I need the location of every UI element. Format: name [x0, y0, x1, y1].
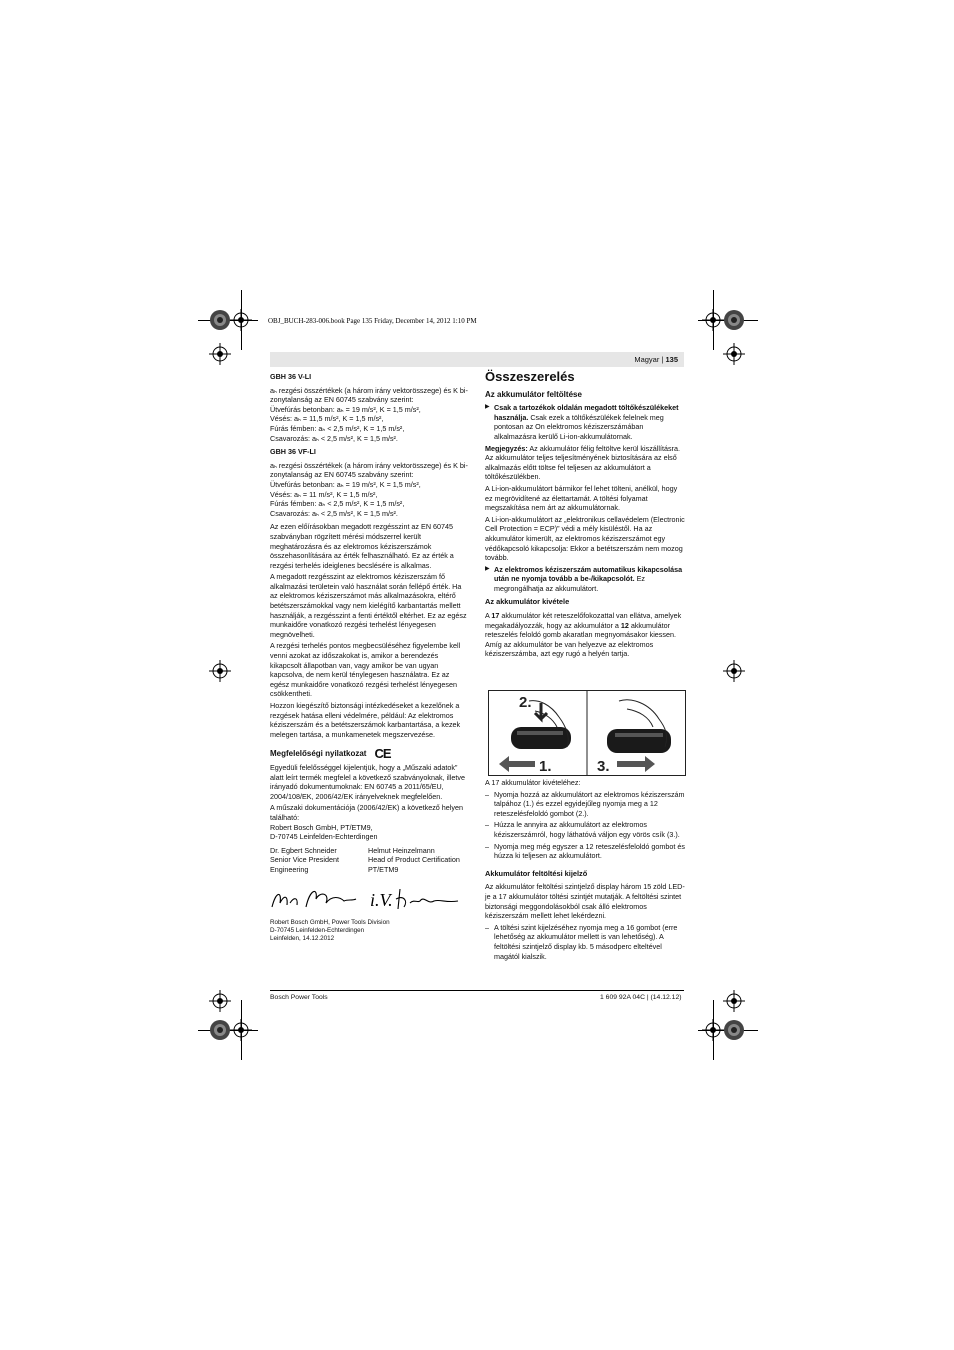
warning-charger [485, 403, 685, 441]
text-line: Vésés: aₕ = 11,5 m/s², K = 1,5 m/s², [270, 414, 384, 424]
vibration-para-2: A megadott rezgésszint az elektromos kéziszerszám fő alkalmazási területein való használat során fellépő érték. Ha az elektromos kéziszerszámot más alkalmazásokra, eltérő betétszerszámokkal vagy nem kielégítő karbantartás mellett használják, a rezgésszint a fenti értéktől eltérhet. Ez az egész munkaidőre vonatkozó rezgési terhelést lényegesen megnövelheti. [270, 572, 467, 639]
warning-bold: Csak a tartozékok oldalán megadott töltőkészülékeket használja. [494, 403, 679, 422]
footer-left: Bosch Power Tools [270, 994, 328, 1001]
file-header: OBJ_BUCH-283-006.book Page 135 Friday, December 14, 2012 1:10 PM [268, 317, 477, 325]
signatory-left-line: Senior Vice President [270, 855, 339, 865]
step-item: – Nyomja meg még egyszer a 12 reteszelésfeloldó gombot és húzza ki teljesen az akkumulátort. [485, 842, 685, 861]
signatory-right-line: PT/ETM9 [368, 864, 399, 874]
conformity-text: Egyedüli felelősséggel kijelentjük, hogy a „Műszaki adatok” alatt leírt termék megfelel a következő szabványoknak, illetve irányadó dokumentumoknak: EN 60745 a 2011/65/EU, 2004/108/EK, 2006/42/EK irányelveknek megfelelően. [270, 762, 465, 801]
registration-mark-icon [230, 309, 252, 331]
text-line: Vésés: aₕ = 11 m/s², K = 1,5 m/s², [270, 489, 378, 499]
vibration-para-1: Az ezen előírásokban megadott rezgésszint az EN 60745 szabványban rögzített mérési módszerrel került meghatározásra és az elektromos kéziszerszámok összehasonlítására az érték felhasználható. Ez az érték a rezgési terhelés ideiglenes becslésére is alkalmas. [270, 522, 454, 570]
battery-removal-illustration [488, 690, 686, 776]
section-title: Összeszerelés [485, 369, 575, 384]
indicator-title: Akkumulátor feltöltési kijelző [485, 868, 588, 878]
gbh-vfli-values [270, 461, 470, 519]
ecp-para: A Li-ion-akkumulátort az „elektronikus cellavédelem (Electronic Cell Protection = ECP)” védi a mély kisüléstől. Ha az akkumulátor kimerült, az elektromos kéziszerszámot egy védőkapcsoló kikapcsolja: Ekkor a betétszerszám nem mozog tovább. [485, 514, 685, 563]
text-line: Fúrás fémben: aₕ < 2,5 m/s², K = 1,5 m/s², [270, 499, 405, 509]
registration-mark-icon [723, 660, 745, 682]
signatory-left-line: Engineering [270, 864, 309, 874]
gbh-vfli-title: GBH 36 VF-LI [270, 447, 316, 457]
registration-mark-icon [209, 990, 231, 1012]
step-3-label: 3. [597, 758, 610, 775]
right-column-lower [485, 778, 685, 963]
color-target-icon [723, 309, 745, 331]
page-number: 135 [665, 355, 678, 364]
step-1-label: 1. [539, 758, 552, 775]
text-line: Ütvefúrás betonban: aₕ = 19 m/s², K = 1,5 m/s², [270, 479, 421, 489]
text-run: A [485, 611, 492, 621]
registration-mark-icon [723, 990, 745, 1012]
ref-17: 17 [491, 611, 500, 621]
text-line: aₕ rezgési összértékek (a három irány vektorösszege) és K bi- [270, 385, 468, 395]
vibration-para-4: Hozzon kiegészítő biztonsági intézkedéseket a kezelőnek a rezgések hatása elleni védelmére, például: Az elektromos kéziszerszám és a betétszerszámok karbantartása, a kezek melegen tartása, a munkamenetek megszervezése. [270, 701, 461, 739]
footer-right: 1 609 92A 04C | (14.12.12) [600, 994, 682, 1001]
conformity-heading [270, 746, 470, 762]
text-line: aₕ rezgési összértékek (a három irány vektorösszege) és K bi- [270, 460, 468, 470]
color-target-icon [723, 1019, 745, 1041]
color-target-icon [209, 309, 231, 331]
registration-mark-icon [702, 309, 724, 331]
registration-mark-icon [209, 343, 231, 365]
registration-mark-icon [230, 1019, 252, 1041]
step-item: – Nyomja hozzá az akkumulátort az elektromos kéziszerszám talpához (1.) és ezzel egyidejűleg nyomja meg a 12 reteszelésfeloldó gombot (2.). [485, 790, 685, 819]
note-label: Megjegyzés: [485, 443, 528, 453]
signatures-image [270, 881, 466, 915]
footer-divider [270, 990, 684, 991]
company-line: Leinfelden, 14.12.2012 [270, 935, 335, 943]
signatory-right-line: Head of Product Certification [368, 855, 460, 865]
text-line: Csavarozás: aₕ < 2,5 m/s², K = 1,5 m/s². [270, 433, 398, 443]
vibration-para-3: A rezgési terhelés pontos megbecsüléséhez figyelembe kell venni azokat az időszakokat is, amikor a berendezés kikapcsolt állapotban van, vagy amikor be van ugyan kapcsolva, de nem kerül ténylegesen használatra. Ez az egész munkaidőre vonatkozó rezgési terhelést lényegesen csökkentheti. [270, 641, 461, 699]
company-line: Robert Bosch GmbH, Power Tools Division [270, 918, 390, 926]
removal-title: Az akkumulátor kivétele [485, 597, 570, 607]
indicator-step: – A töltési szint kijelzéséhez nyomja meg a 16 gombot (erre lehetőség az akkumulátor mellett is van lehetőség). A feltöltési szintjelző display kb. 5 másodperc elteltével magától kialszik. [485, 923, 685, 961]
page-header [270, 352, 684, 367]
text-line: Ütvefúrás betonban: aₕ = 19 m/s², K = 1,5 m/s², [270, 404, 421, 414]
step-item: – Húzza le annyira az akkumulátort az elektromos kéziszerszámról, hogy láthatóvá váljon egy vörös csík (3.). [485, 820, 685, 839]
text-line: zonytalanság az EN 60745 szabvány szerint: [270, 395, 414, 405]
warning-rest: Csak ezek a töltőkészülékek felelnek meg pontosan az On elektromos kéziszerszámában alkalmazásra kerülő Li-ion-akkumulátornak. [494, 412, 664, 441]
liion-para: A Li-ion-akkumulátort bármikor fel lehet tölteni, anélkül, hogy ez megrövidítené az élettartamát. A töltési folyamat megszakítása nem árt az akkumulátornak. [485, 483, 678, 513]
registration-mark-icon [723, 343, 745, 365]
indicator-para: Az akkumulátor feltöltési szintjelző display három 15 zöld LED-je a 17 akkumulátor töltési szintjét mutatják. A feltöltési szintet biztonsági meggondolásokból csak álló elektromos kéziszerszám mellett lehet lekérdezni. [485, 882, 685, 921]
registration-mark-icon [209, 660, 231, 682]
text-line: Csavarozás: aₕ < 2,5 m/s², K = 1,5 m/s². [270, 508, 398, 518]
text-line: zonytalanság az EN 60745 szabvány szerint: [270, 470, 414, 480]
conformity-title: Megfelelőségi nyilatkozat [270, 749, 367, 759]
techdoc-text: A műszaki dokumentációja (2006/42/EK) a következő helyen található: [270, 803, 463, 822]
ce-mark-icon: CE [374, 746, 391, 762]
gbh-vli-title: GBH 36 V-LI [270, 372, 312, 381]
company-line: D-70745 Leinfelden-Echterdingen [270, 926, 365, 934]
removal-para [485, 611, 685, 659]
note-para [485, 444, 685, 482]
text-line: Fúrás fémben: aₕ < 2,5 m/s², K = 1,5 m/s², [270, 423, 405, 433]
signatory-right-line: Helmut Heinzelmann [368, 845, 435, 855]
signatory-names [270, 846, 470, 875]
header-separator: | [661, 355, 664, 364]
charge-title: Az akkumulátor feltöltése [485, 389, 582, 399]
warning-bold: Az elektromos kéziszerszám automatikus kikapcsolása után ne nyomja tovább a be-/kikapcsolót. [494, 564, 683, 584]
techdoc-address-2: D-70745 Leinfelden-Echterdingen [270, 832, 378, 842]
warning-switch [485, 565, 685, 594]
right-column [485, 369, 685, 661]
signatory-left-line: Dr. Egbert Schneider [270, 845, 337, 855]
warning-rest: Ez megrongálhatja az akkumulátort. [494, 574, 645, 593]
gbh-vli-values [270, 386, 470, 444]
techdoc-address-1: Robert Bosch GmbH, PT/ETM9, [270, 822, 373, 832]
ref-12: 12 [620, 620, 629, 630]
header-language: Magyar [634, 355, 660, 364]
text-run: akkumulátor két reteszelőfokozattal van ellátva, amelyek megakadályozzák, hogy az akkumulátor a [485, 611, 682, 630]
note-text: Az akkumulátor félig feltöltve kerül kiszállításra. Az akkumulátor teljes teljesítményének biztosítására az első alkalmazás előtt töltse fel teljesen az akkumulátort a töltőkészülékben. [485, 443, 680, 482]
text-run: akkumulátor reteszelés feloldó gomb akaratlan megnyomásakor kiessen. Amíg az akkumulátor be van helyezve az elektromos kéziszerszámba, azt egy rugó a helyén tartja. [485, 620, 676, 659]
signature-iv: i.V. [370, 889, 393, 910]
illustration-svg [489, 691, 685, 775]
left-column [270, 372, 470, 944]
company-block [270, 919, 470, 944]
registration-mark-icon [702, 1019, 724, 1041]
remove-intro: A 17 akkumulátor kivételéhez: [485, 778, 581, 787]
color-target-icon [209, 1019, 231, 1041]
step-2-label: 2. [519, 694, 532, 711]
